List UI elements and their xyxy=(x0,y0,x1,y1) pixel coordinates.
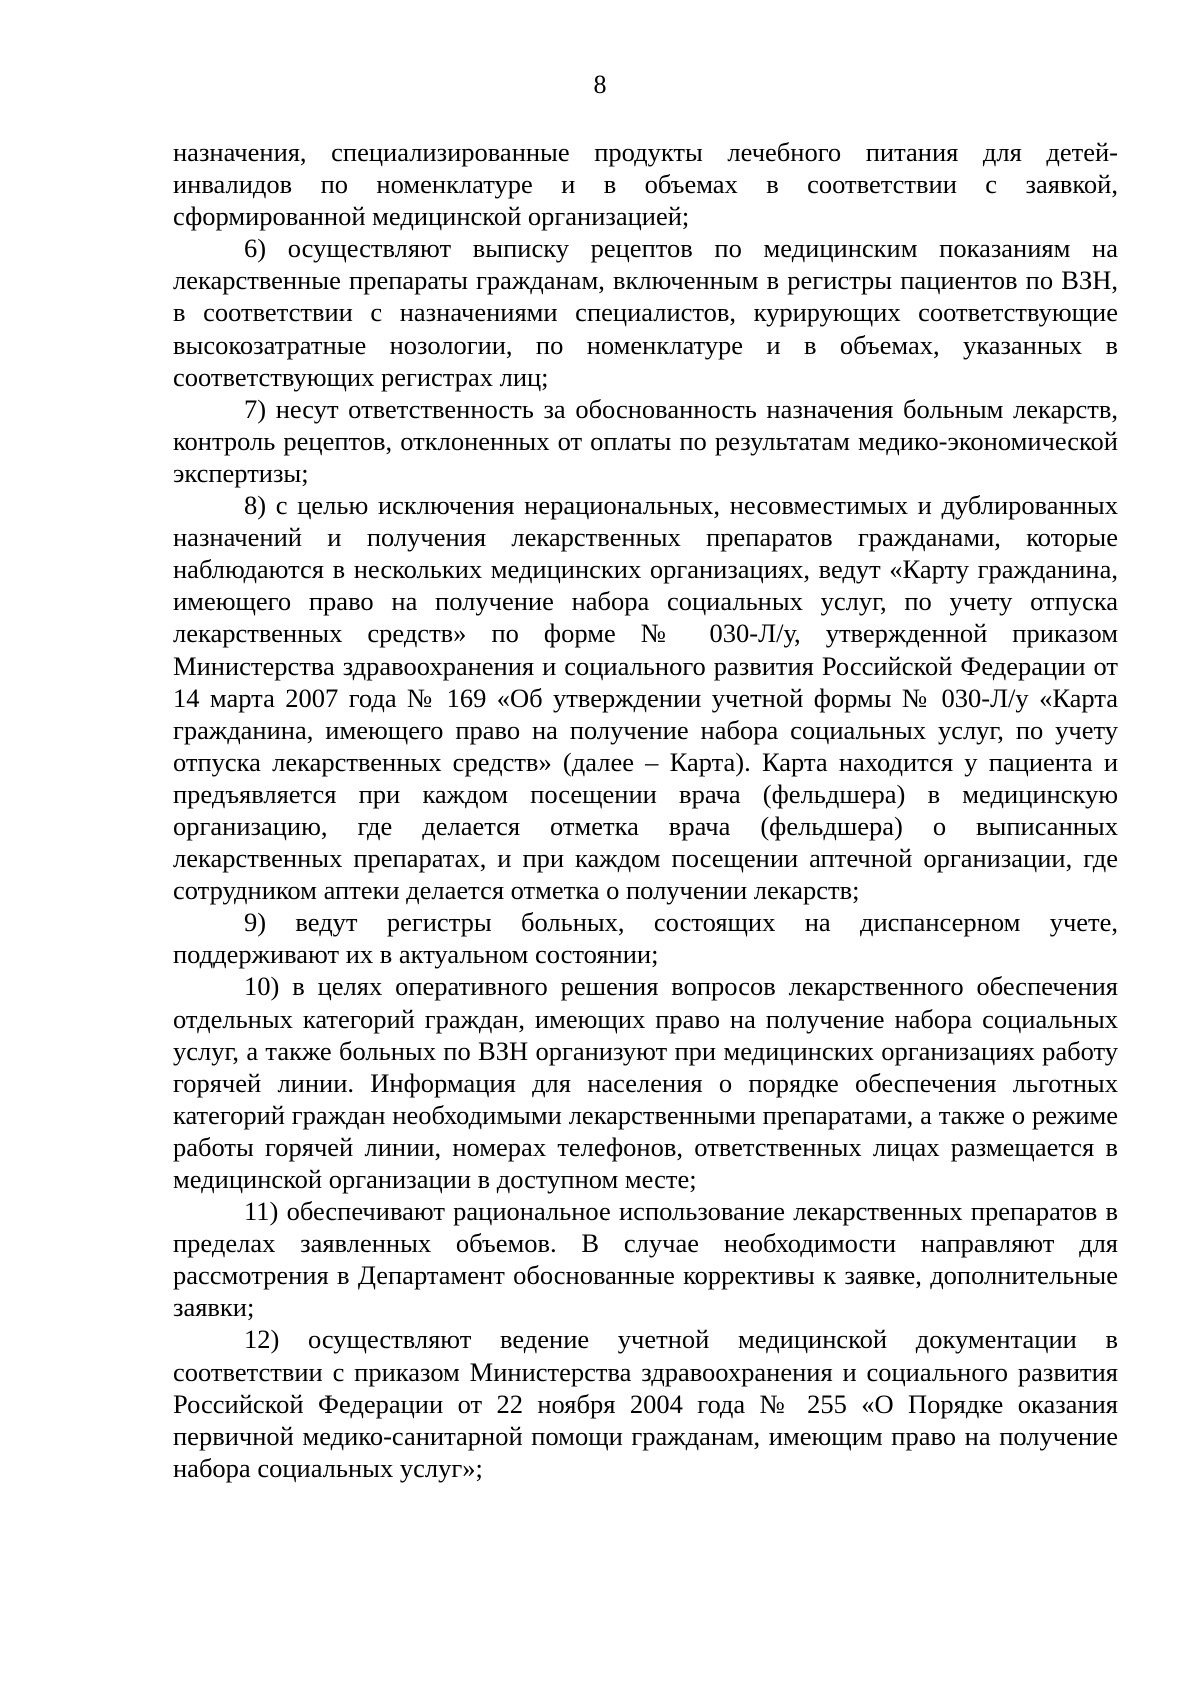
page-number: 8 xyxy=(593,70,607,99)
paragraph-item-10: 10) в целях оперативного решения вопросов лекарственного обеспечения отдельных категорий граждан, имеющих право на получение набора социальных услуг, а также больных по ВЗН организуют при медицинских организациях работу горячей линии. Информация для населения о порядке обеспечения льготных категорий граждан необходимыми лекарственными препаратами, а также о режиме работы горячей линии, номерах телефонов, ответственных лицах размещается в медицинской организации в доступном месте; xyxy=(173,971,1118,1194)
paragraph-continuation: назначения, специализированные продукты лечебного питания для детей-инвалидов по номенклатуре и в объемах в соответствии с заявкой, сформированной медицинской организацией; xyxy=(173,137,1118,232)
paragraph-item-8: 8) с целью исключения нерациональных, несовместимых и дублированных назначений и получения лекарственных препаратов гражданами, которые наблюдаются в нескольких медицинских организациях, ведут «Карту гражданина, имеющего право на получение набора социальных услуг, по учету отпуска лекарственных средств» по форме № 030-Л/у, утвержденной приказом Министерства здравоохранения и социального развития Российской Федерации от 14 марта 2007 года № 169 «Об утверждении учетной формы № 030-Л/у «Карта гражданина, имеющего право на получение набора социальных услуг, по учету отпуска лекарственных средств» (далее – Карта). Карта находится у пациента и предъявляется при каждом посещении врача (фельдшера) в медицинскую организацию, где делается отметка врача (фельдшера) о выписанных лекарственных препаратах, и при каждом посещении аптечной организации, где сотрудником аптеки делается отметка о получении лекарств; xyxy=(173,490,1118,906)
paragraph-item-12: 12) осуществляют ведение учетной медицинской документации в соответствии с приказом Министерства здравоохранения и социального развития Российской Федерации от 22 ноября 2004 года № 255 «О Порядке оказания первичной медико-санитарной помощи гражданам, имеющим право на получение набора социальных услуг»; xyxy=(173,1324,1118,1483)
document-body xyxy=(173,136,1118,1484)
paragraph-item-6: 6) осуществляют выписку рецептов по медицинским показаниям на лекарственные препараты гражданам, включенным в регистры пациентов по ВЗН, в соответствии с назначениями специалистов, курирующих соответствующие высокозатратные нозологии, по номенклатуре и в объемах, указанных в соответствующих регистрах лиц; xyxy=(173,233,1118,392)
paragraph-item-7: 7) несут ответственность за обоснованность назначения больным лекарств, контроль рецептов, отклоненных от оплаты по результатам медико-экономической экспертизы; xyxy=(173,393,1118,488)
paragraph-item-9: 9) ведут регистры больных, состоящих на диспансерном учете, поддерживают их в актуальном состоянии; xyxy=(173,907,1118,970)
paragraph-item-11: 11) обеспечивают рациональное использование лекарственных препаратов в пределах заявленных объемов. В случае необходимости направляют для рассмотрения в Департамент обоснованные коррективы к заявке, дополнительные заявки; xyxy=(173,1196,1118,1323)
